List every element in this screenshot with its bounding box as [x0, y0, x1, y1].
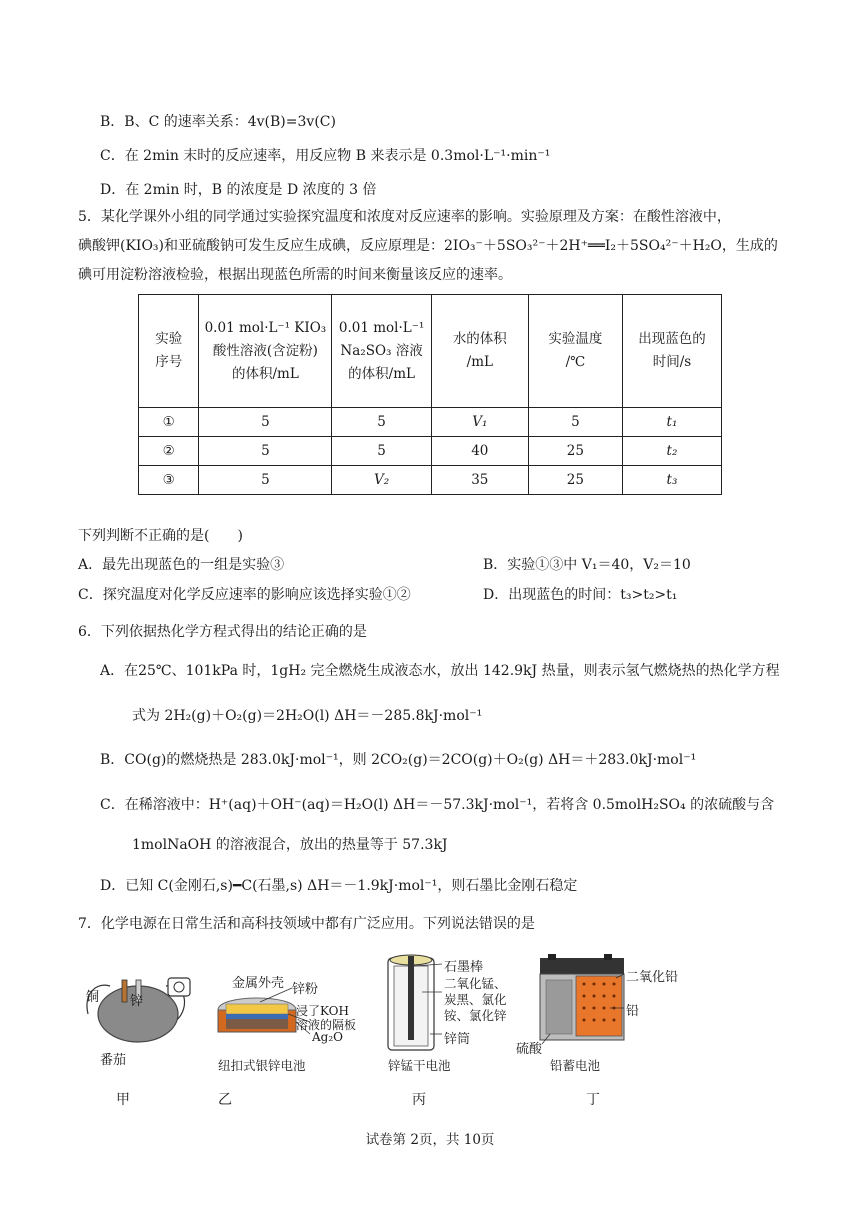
- header-text: 的体积/mL: [231, 365, 299, 382]
- lead-acid-caption: 铅蓄电池: [550, 1058, 601, 1073]
- header-exp-no: [139, 295, 199, 408]
- q5-option-c: C．探究温度对化学反应速率的影响应该选择实验①②: [78, 587, 411, 603]
- q6-option-c-line-2: 1molNaOH 的溶液混合，放出的热量等于 57.3kJ: [132, 837, 448, 853]
- table-cell: ③: [139, 466, 199, 495]
- header-text: /℃: [565, 354, 586, 370]
- dry-cell-caption: 锌锰干电池: [388, 1058, 451, 1073]
- header-text: 出现蓝色的: [638, 331, 706, 347]
- table-row: [139, 437, 722, 466]
- figure-label-ding: 丁: [586, 1092, 600, 1108]
- table-cell: t₃: [622, 466, 721, 495]
- page-footer: 试卷第 2页，共 10页: [365, 1132, 495, 1148]
- header-text: 的体积/mL: [348, 365, 415, 382]
- ag2o-label: Ag₂O: [312, 1030, 343, 1044]
- q4-option-b: B．B、C 的速率关系：4v(B)=3v(C): [100, 114, 336, 130]
- header-water: [431, 295, 528, 408]
- copper-label: 铜: [86, 990, 100, 1005]
- lead-label: 铅: [626, 1004, 640, 1019]
- button-cell-caption: 纽扣式银锌电池: [218, 1058, 306, 1073]
- table-header-row: [139, 295, 722, 408]
- header-na2so3: [332, 295, 431, 408]
- header-kio3: [199, 295, 332, 408]
- table-cell: 5: [199, 437, 332, 466]
- graphite-rod-label: 石墨棒: [444, 960, 484, 975]
- tomato-label: 番茄: [100, 1053, 127, 1068]
- q6-stem: 6．下列依据热化学方程式得出的结论正确的是: [78, 624, 367, 640]
- figure-jia: [78, 952, 198, 1108]
- q4-option-c: C．在 2min 末时的反应速率，用反应物 B 来表示是 0.3mol·L⁻¹·min⁻¹: [100, 148, 551, 164]
- header-time: [622, 295, 721, 408]
- table-row: [139, 408, 722, 437]
- table-cell: V₂: [332, 466, 431, 495]
- table-cell: 5: [332, 437, 431, 466]
- table-cell: 5: [199, 466, 332, 495]
- header-text: 水的体积: [452, 331, 507, 347]
- header-text: /mL: [466, 354, 493, 370]
- q5-stem-line-3: 碘可用淀粉溶液检验，根据出现蓝色所需的时间来衡量该反应的速率。: [78, 267, 512, 283]
- q4-option-d: D．在 2min 时，B 的浓度是 D 浓度的 3 倍: [100, 182, 377, 198]
- paste-label-1: 二氧化锰、: [444, 976, 507, 991]
- header-text: 时间/s: [652, 354, 692, 370]
- q5-stem-line-1: 5．某化学课外小组的同学通过实验探究温度和浓度对反应速率的影响。实验原理及方案：在酸性溶液中，: [78, 209, 731, 225]
- separator-label-1: 浸了KOH: [296, 1004, 349, 1018]
- header-text: 实验温度: [548, 331, 603, 347]
- table-cell: ②: [139, 437, 199, 466]
- q5-option-d: D．出现蓝色的时间：t₃>t₂>t₁: [483, 587, 678, 603]
- q6-option-d: D．已知 C(金刚石,s)━C(石墨,s) ΔH＝－1.9kJ·mol⁻¹，则石墨比金刚石稳定: [100, 878, 578, 894]
- header-text: 序号: [155, 354, 183, 370]
- paste-label-2: 炭黑、氯化: [444, 992, 507, 1007]
- header-text: 实验: [155, 331, 183, 347]
- zinc-label: 锌: [130, 994, 144, 1009]
- table-cell: ①: [139, 408, 199, 437]
- q5-question: 下列判断不正确的是( ): [78, 528, 243, 544]
- q6-option-c-line-1: C．在稀溶液中：H⁺(aq)＋OH⁻(aq)＝H₂O(l) ΔH＝－57.3kJ·mol⁻¹，若将含 0.5molH₂SO₄ 的浓硫酸与含: [100, 797, 775, 813]
- q6-option-a-line-2: 式为 2H₂(g)＋O₂(g)＝2H₂O(l) ΔH＝－285.8kJ·mol⁻¹: [132, 708, 483, 724]
- table-cell: 25: [528, 437, 622, 466]
- q7-stem: 7．化学电源在日常生活和高科技领域中都有广泛应用。下列说法错误的是: [78, 916, 535, 932]
- q5-option-a: A．最先出现蓝色的一组是实验③: [78, 557, 285, 573]
- table-cell: t₁: [622, 408, 721, 437]
- table-cell: 5: [332, 408, 431, 437]
- experiment-table: [138, 294, 722, 495]
- lead-dioxide-label: 二氧化铅: [626, 970, 679, 985]
- q5-stem-line-2: 碘酸钾(KIO₃)和亚硫酸钠可发生反应生成碘，反应原理是：2IO₃⁻＋5SO₃²⁻＋2H⁺══I₂＋5SO₄²⁻＋H₂O，生成的: [78, 238, 778, 254]
- q5-option-b: B．实验①③中 V₁＝40，V₂＝10: [483, 557, 691, 573]
- zinc-powder-label: 锌粉: [292, 982, 319, 997]
- table-cell: 5: [528, 408, 622, 437]
- zinc-can-label: 锌筒: [444, 1032, 471, 1047]
- header-text: Na₂SO₃ 溶液: [340, 342, 423, 359]
- table-cell: t₂: [622, 437, 721, 466]
- q6-option-b: B．CO(g)的燃烧热是 283.0kJ·mol⁻¹，则 2CO₂(g)＝2CO(g)＋O₂(g) ΔH＝＋283.0kJ·mol⁻¹: [100, 752, 697, 768]
- figure-label-yi: 乙: [218, 1092, 232, 1108]
- table-cell: 35: [431, 466, 528, 495]
- figure-ding: [516, 952, 700, 1108]
- paste-label-3: 铵、氯化锌: [444, 1008, 507, 1023]
- header-temperature: [528, 295, 622, 408]
- figure-label-bing: 丙: [412, 1092, 426, 1108]
- table-row: [139, 466, 722, 495]
- header-text: 酸性溶液(含淀粉): [212, 342, 318, 359]
- table-cell: 25: [528, 466, 622, 495]
- sulfuric-acid-label: 硫酸: [516, 1042, 543, 1057]
- table-cell: V₁: [431, 408, 528, 437]
- figure-bing: [382, 952, 532, 1108]
- q6-option-a-line-1: A．在25℃、101kPa 时，1gH₂ 完全燃烧生成液态水，放出 142.9kJ 热量，则表示氢气燃烧热的热化学方程: [100, 663, 780, 679]
- metal-shell-label: 金属外壳: [232, 976, 285, 991]
- header-text: 0.01 mol·L⁻¹: [338, 319, 425, 336]
- figure-yi: [200, 952, 370, 1108]
- separator-label-2: 溶液的隔板: [296, 1018, 357, 1032]
- table-cell: 5: [199, 408, 332, 437]
- header-text: 0.01 mol·L⁻¹ KIO₃: [204, 319, 327, 336]
- table-cell: 40: [431, 437, 528, 466]
- figure-label-jia: 甲: [116, 1092, 130, 1108]
